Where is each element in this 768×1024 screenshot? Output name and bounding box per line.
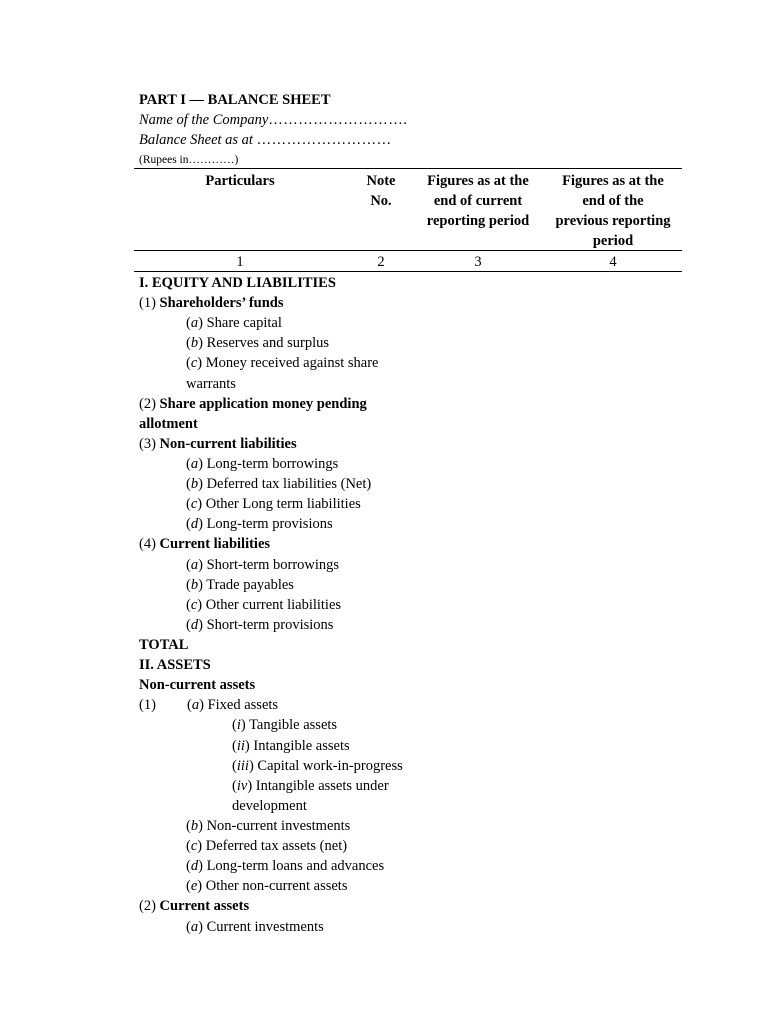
row-label: Other non-current assets [202,878,348,895]
item-marker: (c) [186,496,203,513]
item-marker: (c) [186,838,203,855]
row-label: TOTAL [139,636,189,653]
list-item [139,715,439,735]
row-label: Reserves and surplus [202,335,329,352]
item-letter: a [190,315,199,332]
item-marker: (d) [186,858,203,875]
row-label: Deferred tax liabilities (Net) [202,476,372,493]
row-label: allotment [139,415,198,432]
item-marker: (b) [186,576,203,593]
list-item [139,394,439,414]
row-number: (2) [139,898,160,915]
item-marker: (c) [186,355,203,372]
row-label: warrants [186,375,236,392]
list-item [139,776,439,796]
list-item [139,414,439,434]
column-header-note [351,171,411,211]
row-label: Long-term borrowings [202,455,339,472]
row-label: development [232,797,307,814]
row-number: (1) [139,697,156,714]
numbers-bottom-rule [134,271,682,272]
list-item [139,374,439,394]
row-label: Tangible assets [245,717,338,734]
item-marker: (a) [186,556,203,573]
current-label-line: reporting period [426,213,530,229]
item-letter: a [190,455,199,472]
column-number-2: 2 [377,254,385,270]
row-label: Deferred tax assets (net) [202,838,348,855]
particulars-label: Particulars [205,173,275,189]
list-item [139,534,439,554]
row-label: Long-term provisions [202,516,333,533]
list-item [139,555,439,575]
row-label: Share capital [202,315,282,332]
list-item [139,796,439,816]
item-letter: e [190,878,198,895]
list-item [139,675,439,695]
item-marker: (iv) [232,777,253,794]
item-letter: d [190,858,199,875]
row-label: Shareholders’ funds [159,295,284,312]
company-label: Name of the Company [139,112,269,128]
row-label: Short-term provisions [202,616,334,633]
item-letter: a [190,556,199,573]
particulars-list [139,273,439,937]
company-blank: ………………………. [268,112,408,128]
column-number-4: 4 [609,254,617,270]
page-title: PART I — BALANCE SHEET [139,92,331,108]
row-label: Intangible assets [249,737,350,754]
list-item [139,896,439,916]
item-letter: c [190,496,198,513]
rupees-unit-line: (Rupees in…………) [139,154,239,166]
list-item [139,695,439,715]
previous-label-line: end of the [582,193,644,209]
item-letter: b [190,335,199,352]
row-label: II. ASSETS [139,657,211,674]
row-number: (2) [139,395,160,412]
document-header [139,90,407,170]
row-label: Fixed assets [203,697,279,714]
item-marker: (a) [187,697,204,714]
list-item [139,293,439,313]
column-header-particulars [180,171,300,191]
item-letter: c [190,355,198,372]
column-header-current-period [413,171,543,231]
item-marker: (ii) [232,737,250,754]
column-header-previous-period [543,171,683,251]
previous-label-line: Figures as at the [562,173,664,189]
item-marker: (a) [186,918,203,935]
row-label: Trade payables [202,576,294,593]
item-marker: (d) [186,516,203,533]
item-letter: ii [236,737,245,754]
list-item [139,816,439,836]
row-label: Current liabilities [159,536,271,553]
item-letter: a [190,918,199,935]
list-item [139,736,439,756]
row-label: Non-current assets [139,677,256,694]
row-number: (3) [139,435,160,452]
row-label: Capital work-in-progress [253,757,403,774]
note-label-line: No. [370,193,392,209]
header-bottom-rule [134,250,682,251]
item-letter: b [190,476,199,493]
row-label: Current assets [159,898,250,915]
item-marker: (b) [186,476,203,493]
row-label: Intangible assets under [252,777,389,794]
list-item [139,514,439,534]
row-label: I. EQUITY AND LIABILITIES [139,275,336,291]
list-item [139,474,439,494]
item-letter: a [191,697,200,714]
item-letter: b [190,576,199,593]
current-label-line: end of current [433,193,523,209]
current-label-line: Figures as at the [427,173,529,189]
item-marker: (i) [232,717,246,734]
previous-label-line: previous reporting [555,213,671,229]
row-label: Share application money pending [159,395,367,412]
list-item [139,494,439,514]
list-item [139,575,439,595]
list-item [139,836,439,856]
list-item [139,333,439,353]
item-letter: iv [236,777,248,794]
row-label: Short-term borrowings [202,556,340,573]
row-label: Current investments [202,918,324,935]
item-marker: (d) [186,616,203,633]
list-item [139,756,439,776]
item-marker: (e) [186,878,203,895]
asat-blank: ……………………… [256,132,392,148]
item-marker: (a) [186,315,203,332]
balance-sheet-date-line [139,130,407,150]
row-label: Non-current liabilities [159,435,297,452]
row-label: Other Long term liabilities [202,496,361,513]
list-item [139,595,439,615]
list-item [139,876,439,896]
item-marker: (b) [186,817,203,834]
row-number: (1) [139,295,160,312]
list-item [139,917,439,937]
table-top-rule [134,168,682,169]
list-item [139,313,439,333]
company-name-line [139,110,407,130]
row-label: Non-current investments [202,817,351,834]
list-item [139,635,439,655]
item-marker: (b) [186,335,203,352]
item-letter: b [190,817,199,834]
list-item [139,454,439,474]
list-item [139,856,439,876]
item-letter: i [236,717,241,734]
list-item [139,655,439,675]
item-letter: c [190,596,198,613]
item-letter: d [190,516,199,533]
list-item [139,434,439,454]
row-label: Other current liabilities [202,596,342,613]
item-letter: iii [236,757,249,774]
list-item [139,353,439,373]
item-letter: c [190,838,198,855]
column-number-1: 1 [236,254,244,270]
previous-label-line: period [592,233,634,249]
row-label: Long-term loans and advances [202,858,385,875]
list-item [139,615,439,635]
item-marker: (iii) [232,757,254,774]
item-letter: d [190,616,199,633]
item-marker: (c) [186,596,203,613]
note-label-line: Note [366,173,396,189]
row-number: (4) [139,536,160,553]
list-item [139,273,439,293]
asat-label: Balance Sheet as at [139,132,257,148]
row-label: Money received against share [202,355,379,372]
column-number-3: 3 [474,254,482,270]
item-marker: (a) [186,455,203,472]
